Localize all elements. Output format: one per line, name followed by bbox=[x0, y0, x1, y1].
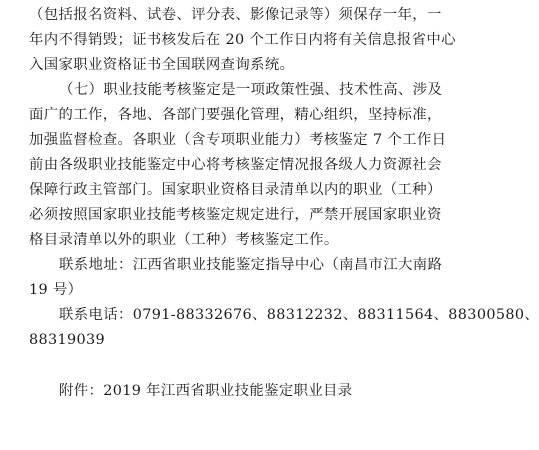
text-line: 前由各级职业技能鉴定中心将考核鉴定情况报各级人力资源社会 bbox=[29, 157, 442, 173]
contact-address: 联系地址：江西省职业技能鉴定指导中心（南昌市江大南路 bbox=[59, 257, 443, 273]
contact-address-cont: 19 号） bbox=[29, 282, 83, 298]
contact-phone: 联系电话：0791-88332676、88312232、88311564、88300580、 bbox=[59, 307, 539, 323]
attachment-line: 附件：2019 年江西省职业技能鉴定职业目录 bbox=[59, 383, 353, 399]
text-line: （包括报名资料、试卷、评分表、影像记录等）须保存一年，一 bbox=[29, 7, 442, 23]
text-line: 入国家职业资格证书全国联网查询系统。 bbox=[29, 57, 295, 73]
text-line: 保障行政主管部门。国家职业资格目录清单以内的职业（工种） bbox=[29, 182, 442, 198]
contact-phone-cont: 88319039 bbox=[29, 332, 106, 348]
text-line: 年内不得销毁；证书核发后在 20 个工作日内将有关信息报省中心 bbox=[29, 32, 456, 48]
section-heading-line: （七）职业技能考核鉴定是一项政策性强、技术性高、涉及 bbox=[59, 82, 443, 98]
text-line: 加强监督检查。各职业（含专项职业能力）考核鉴定 7 个工作日 bbox=[29, 132, 447, 148]
text-line: 面广的工作，各地、各部门要强化管理，精心组织，坚持标准， bbox=[29, 107, 442, 123]
text-line: 格目录清单以外的职业（工种）考核鉴定工作。 bbox=[29, 232, 339, 248]
text-line: 必须按照国家职业技能考核鉴定规定进行，严禁开展国家职业资 bbox=[29, 207, 442, 223]
